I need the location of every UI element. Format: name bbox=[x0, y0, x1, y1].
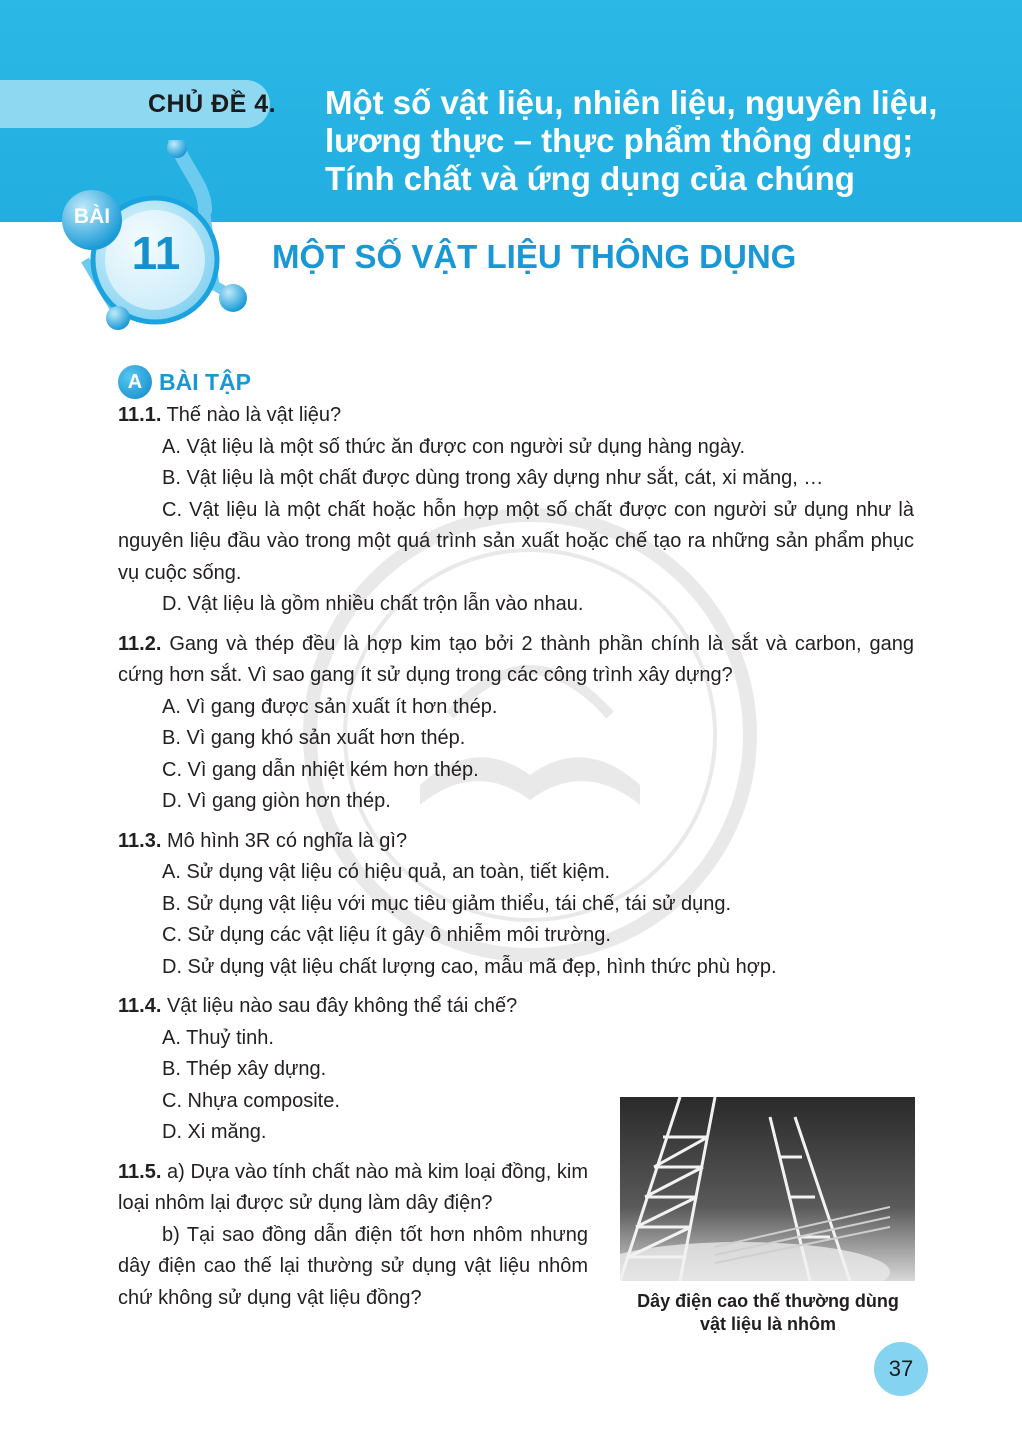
question-text: Thế nào là vật liệu? bbox=[166, 404, 342, 426]
option-d: D. Vật liệu là gồm nhiều chất trộn lẫn vào nhau. bbox=[162, 593, 584, 615]
question-number: 11.5. bbox=[118, 1160, 162, 1183]
question-stem bbox=[118, 400, 914, 432]
question-part-a bbox=[118, 1157, 588, 1220]
option-c: C. Nhựa composite. bbox=[162, 1089, 340, 1112]
power-tower-photo bbox=[620, 1097, 915, 1281]
lesson-title: MỘT SỐ VẬT LIỆU THÔNG DỤNG bbox=[272, 238, 797, 275]
topic-title-line: Một số vật liệu, nhiên liệu, nguyên liệu, bbox=[325, 84, 938, 121]
figure-caption bbox=[612, 1290, 924, 1336]
question-11-2 bbox=[118, 629, 914, 818]
question-11-5 bbox=[118, 1157, 588, 1315]
option-b: B. Vì gang khó sản xuất hơn thép. bbox=[162, 727, 466, 749]
option-a: A. Thuỷ tinh. bbox=[162, 1026, 274, 1049]
option-d: D. Xi măng. bbox=[162, 1121, 267, 1143]
question-stem bbox=[118, 629, 914, 692]
option-d: D. Sử dụng vật liệu chất lượng cao, mẫu mã đẹp, hình thức phù hợp. bbox=[162, 955, 777, 978]
lesson-number: 11 bbox=[131, 227, 181, 279]
question-11-1 bbox=[118, 400, 914, 621]
question-text: Gang và thép đều là hợp kim tạo bởi 2 thành phần chính là sắt và carbon, gang cứng hơn sắt. Vì sao gang ít sử dụng trong các công trình xây dựng? bbox=[118, 632, 914, 686]
option-c: C. Sử dụng các vật liệu ít gây ô nhiễm môi trường. bbox=[162, 924, 611, 946]
option-a: A. Vật liệu là một số thức ăn được con người sử dụng hàng ngày. bbox=[162, 435, 746, 458]
caption-line: Dây điện cao thế thường dùng bbox=[637, 1291, 899, 1311]
topic-label: CHỦ ĐỀ 4. bbox=[148, 90, 277, 118]
option-d: D. Vì gang giòn hơn thép. bbox=[162, 790, 391, 812]
lesson-word: BÀI bbox=[73, 205, 111, 228]
section-title: BÀI TẬP bbox=[159, 369, 251, 395]
question-number: 11.2. bbox=[118, 632, 162, 655]
question-number: 11.4. bbox=[118, 995, 162, 1017]
option-c: C. Vật liệu là một chất hoặc hỗn hợp một số chất được con người sử dụng như là nguyên liệu đầu vào trong một quá trình sản xuất hoặc chế tạo ra những sản phẩm phục vụ cuộc sống. bbox=[118, 498, 914, 584]
caption-line: vật liệu là nhôm bbox=[699, 1314, 837, 1334]
question-stem bbox=[118, 991, 914, 1023]
question-number: 11.1. bbox=[118, 404, 162, 426]
topic-title bbox=[325, 84, 1005, 198]
question-stem bbox=[118, 826, 914, 858]
topic-title-line: Tính chất và ứng dụng của chúng bbox=[325, 160, 855, 197]
option-c: C. Vì gang dẫn nhiệt kém hơn thép. bbox=[162, 758, 479, 781]
option-a: A. Vì gang được sản xuất ít hơn thép. bbox=[162, 695, 498, 718]
topic-title-line: lương thực – thực phẩm thông dụng; bbox=[325, 122, 914, 159]
power-tower-icon bbox=[620, 1097, 915, 1281]
question-text: a) Dựa vào tính chất nào mà kim loại đồng, kim loại nhôm lại được sử dụng làm dây điện? bbox=[118, 1160, 588, 1214]
page-number: 37 bbox=[874, 1342, 928, 1396]
option-a: A. Sử dụng vật liệu có hiệu quả, an toàn, tiết kiệm. bbox=[162, 861, 611, 883]
question-text: Vật liệu nào sau đây không thể tái chế? bbox=[166, 995, 518, 1017]
question-number: 11.3. bbox=[118, 829, 162, 852]
option-b: B. Thép xây dựng. bbox=[162, 1058, 327, 1080]
option-b: B. Sử dụng vật liệu với mục tiêu giảm thiểu, tái chế, tái sử dụng. bbox=[162, 892, 732, 915]
section-letter-badge: A bbox=[118, 365, 152, 399]
question-11-3 bbox=[118, 826, 914, 984]
option-b: B. Vật liệu là một chất được dùng trong xây dựng như sắt, cát, xi măng, … bbox=[162, 467, 824, 489]
question-text: Mô hình 3R có nghĩa là gì? bbox=[166, 829, 408, 852]
question-part-b: b) Tại sao đồng dẫn điện tốt hơn nhôm nhưng dây điện cao thế lại thường sử dụng vật liệu nhôm chứ không sử dụng vật liệu đồng? bbox=[118, 1223, 588, 1309]
